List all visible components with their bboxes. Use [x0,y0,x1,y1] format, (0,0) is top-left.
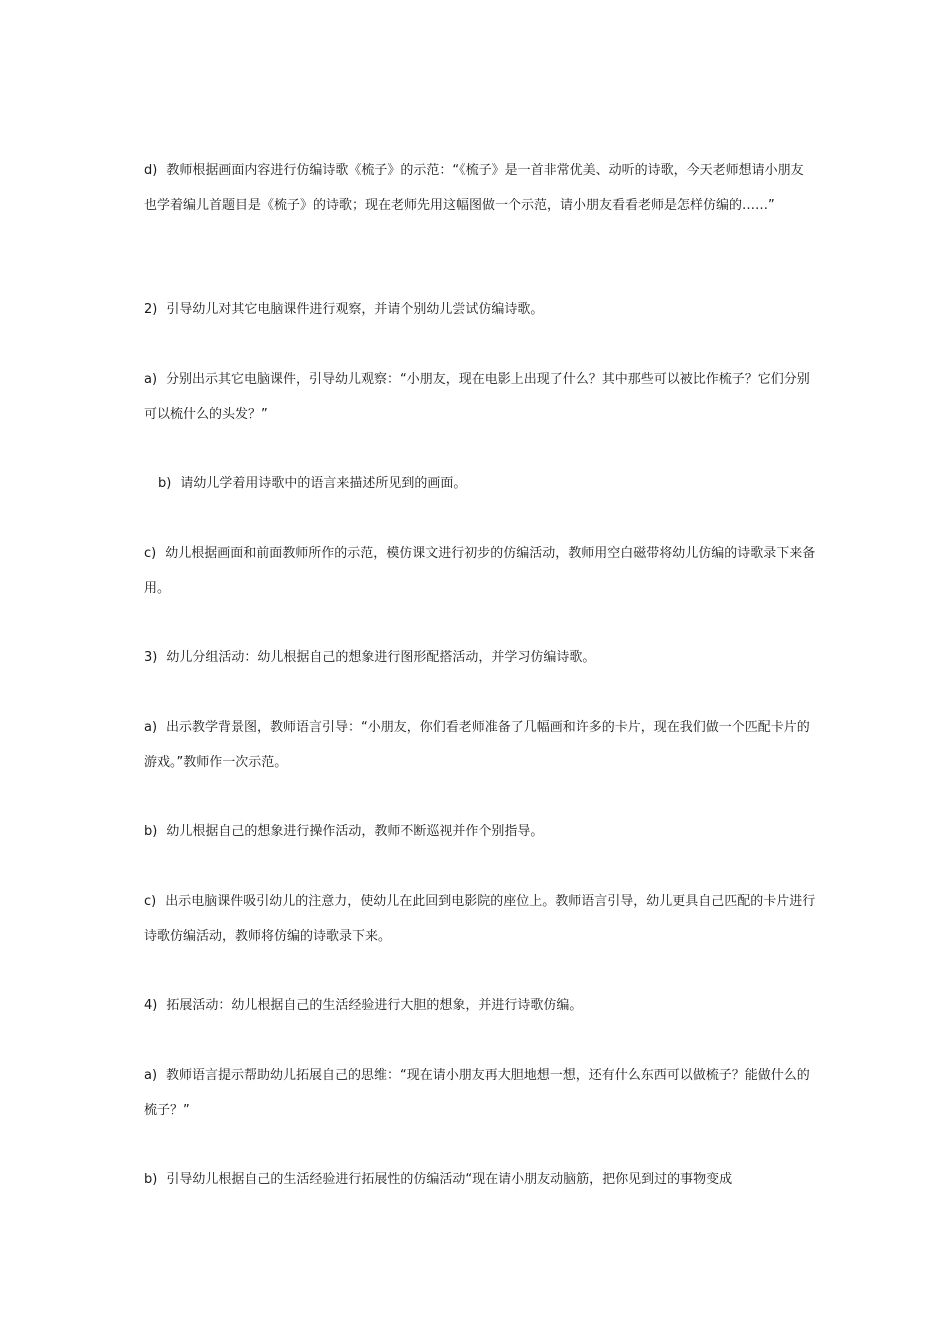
paragraph-label: b) [144,824,158,839]
paragraph-3-group-activity [144,640,816,675]
paragraph-text: 出示教学背景图，教师语言引导：“小朋友，你们看老师准备了几幅画和许多的卡片，现在我们做一个匹配卡片的游戏。”教师作一次示范。 [144,720,810,770]
paragraph-label: a) [144,1068,158,1083]
paragraph-b-extended-imitation [144,1162,816,1197]
paragraph-text: 拓展活动：幼儿根据自己的生活经验进行大胆的想象，并进行诗歌仿编。 [166,998,583,1013]
paragraph-text: 引导幼儿对其它电脑课件进行观察，并请个别幼儿尝试仿编诗歌。 [166,302,544,317]
paragraph-2-observe-courseware [144,292,816,327]
paragraph-label: c) [144,546,157,561]
paragraph-c-cinema-seat [144,884,816,954]
paragraph-text: 出示电脑课件吸引幼儿的注意力，使幼儿在此回到电影院的座位上。教师语言引导，幼儿更具自己匹配的卡片进行诗歌仿编活动，教师将仿编的诗歌录下来。 [144,894,816,944]
paragraph-label: b) [144,1172,158,1187]
paragraph-text: 分别出示其它电脑课件，引导幼儿观察：“小朋友，现在电影上出现了什么？其中那些可以被比作梳子？它们分别可以梳什么的头发？” [144,372,810,422]
paragraph-c-initial-imitation [144,536,816,606]
paragraph-text: 引导幼儿根据自己的生活经验进行拓展性的仿编活动“现在请小朋友动脑筋，把你见到过的事物变成 [166,1172,733,1187]
paragraph-a-show-courseware [144,362,816,432]
paragraph-4-extension-activity [144,988,816,1023]
paragraph-label: d) [144,163,158,178]
paragraph-a-language-hint [144,1058,816,1128]
paragraph-label: a) [144,720,158,735]
paragraph-d-demonstration [144,153,816,223]
paragraph-label: 3) [144,650,158,665]
paragraph-label: 4) [144,998,158,1013]
paragraph-label: b) [158,476,172,491]
paragraph-label: a) [144,372,158,387]
paragraph-b-operation-activity [144,814,816,849]
paragraph-label: c) [144,894,157,909]
paragraph-a-background-picture [144,710,816,780]
paragraph-text: 请幼儿学着用诗歌中的语言来描述所见到的画面。 [180,476,467,491]
paragraph-text: 教师根据画面内容进行仿编诗歌《梳子》的示范：“《梳子》是一首非常优美、动听的诗歌，今天老师想请小朋友也学着编儿首题目是《梳子》的诗歌；现在老师先用这幅图做一个示范，请小朋友看看老师是怎样仿编的……” [144,163,804,213]
paragraph-text: 幼儿根据自己的想象进行操作活动，教师不断巡视并作个别指导。 [166,824,544,839]
paragraph-text: 幼儿根据画面和前面教师所作的示范，模仿课文进行初步的仿编活动，教师用空白磁带将幼儿仿编的诗歌录下来备用。 [144,546,816,596]
paragraph-label: 2) [144,302,158,317]
paragraph-text: 教师语言提示帮助幼儿拓展自己的思维：“现在请小朋友再大胆地想一想，还有什么东西可以做梳子？能做什么的梳子？” [144,1068,810,1118]
paragraph-b-describe-picture [158,466,830,501]
paragraph-text: 幼儿分组活动：幼儿根据自己的想象进行图形配搭活动，并学习仿编诗歌。 [166,650,596,665]
